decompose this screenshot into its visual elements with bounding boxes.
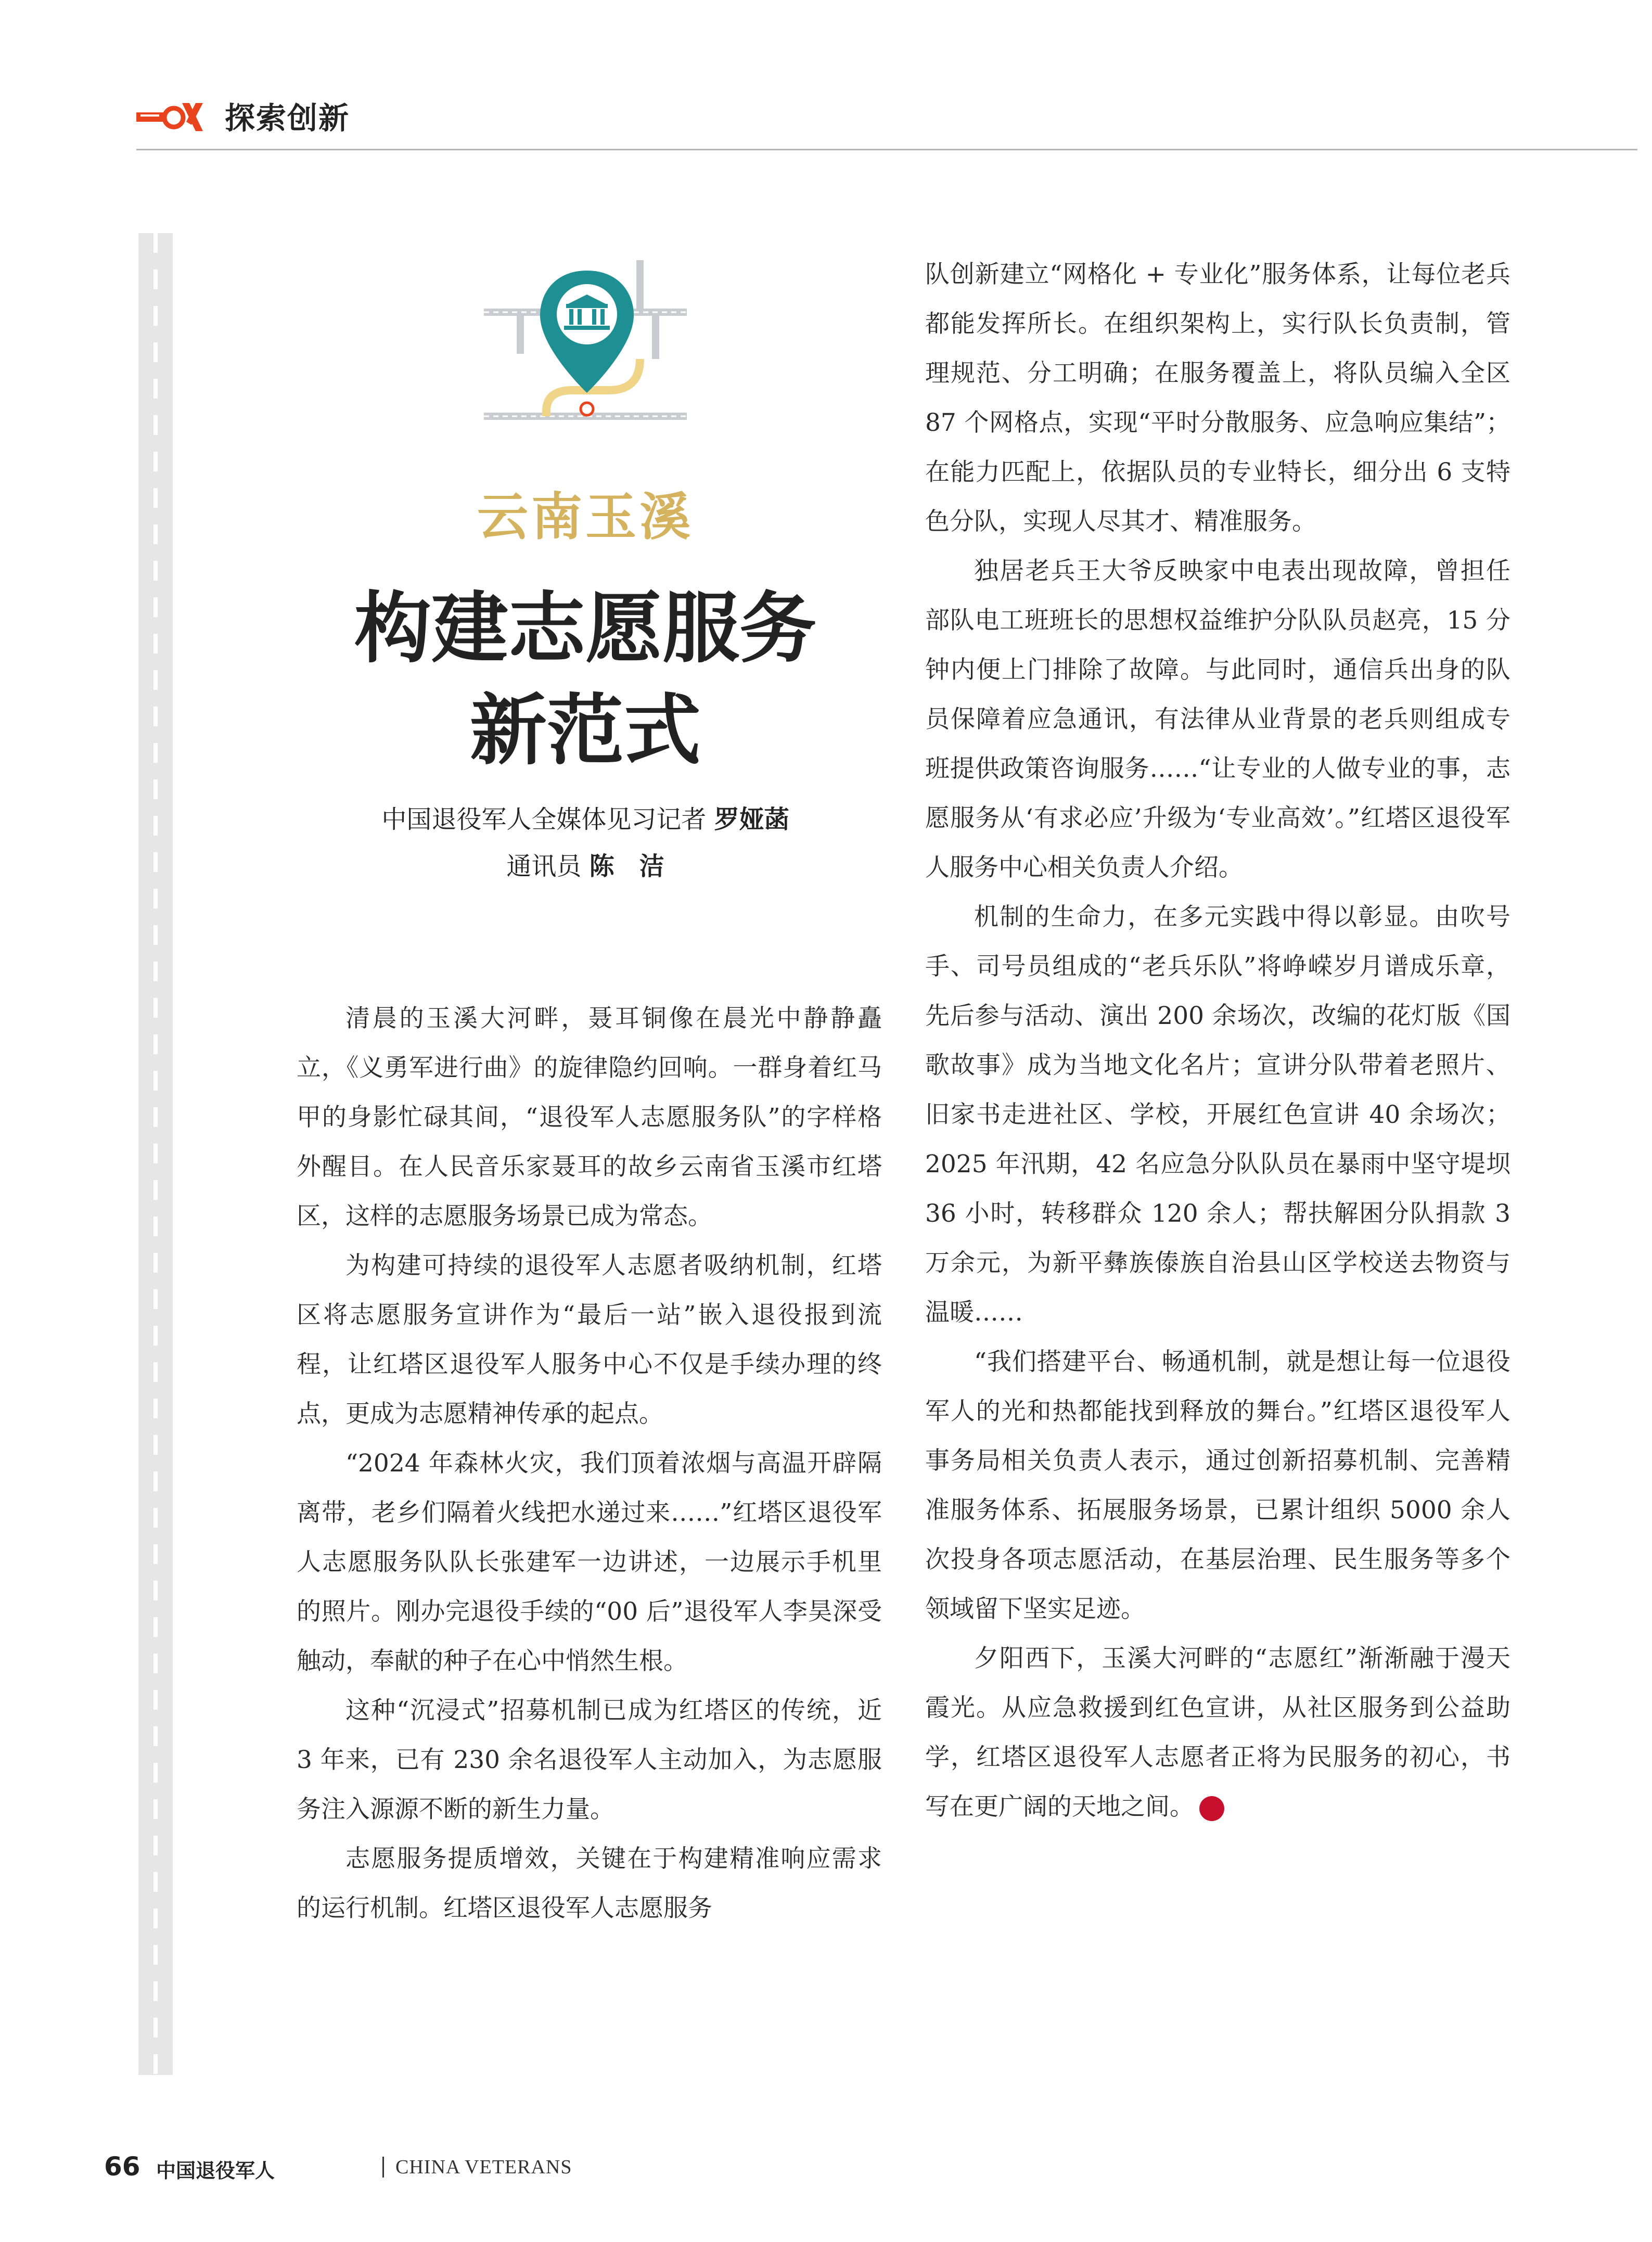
paragraph: 志愿服务提质增效，关键在于构建精准响应需求的运行机制。红塔区退役军人志愿服务 [297,1844,882,1923]
magazine-name: 中国退役军人 [156,2159,275,2182]
section-title: 探索创新 [225,100,350,136]
place-label: 云南玉溪 [477,488,694,547]
byline [271,796,900,890]
magazine-name-english: CHINA VETERANS [395,2156,572,2178]
section-logo-icon [136,99,204,135]
header-divider [136,149,1637,150]
article-column-left [297,994,882,1933]
paragraph: 清晨的玉溪大河畔，聂耳铜像在晨光中静静矗立，《义勇军进行曲》的旋律隐约回响。一群身着红马甲的身影忙碌其间，“退役军人志愿服务队”的字样格外醒目。在人民音乐家聂耳的故乡云南省玉溪市红塔区，这样的志愿服务场景已成为常态。 [297,1004,882,1231]
title-line-1: 构建志愿服务 [354,584,816,673]
byline-correspondent: 通讯员 陈 洁 [506,852,664,881]
page-header [136,88,1645,140]
footer-separator [382,2157,384,2177]
location-pin-icon [484,260,687,432]
paragraph: “2024 年森林火灾，我们顶着浓烟与高温开辟隔离带，老乡们隔着火线把水递过来……”红塔区退役军人志愿服务队队长张建军一边讲述，一边展示手机里的照片。刚办完退役手续的“00 后”退役军人李昊深受触动，奉献的种子在心中悄然生根。 [297,1449,882,1675]
article-column-right [925,250,1510,1831]
page-footer [104,2151,728,2188]
paragraph-last: 夕阳西下，玉溪大河畔的“志愿红”渐渐融于漫天霞光。从应急救援到红色宣讲，从社区服务到公益助学，红塔区退役军人志愿者正将为民服务的初心，书写在更广阔的天地之间。 V [925,1644,1510,1821]
page-number: 66 [104,2151,140,2182]
road-decoration [138,233,173,2075]
end-mark-icon: V [1199,1796,1224,1821]
title-line-2: 新范式 [470,686,701,775]
byline-reporter: 中国退役军人全媒体见习记者 罗娅菡 [381,805,789,834]
paragraph: 机制的生命力，在多元实践中得以彰显。由吹号手、司号员组成的“老兵乐队”将峥嵘岁月谱成乐章，先后参与活动、演出 200 余场次，改编的花灯版《国歌故事》成为当地文化名片；宣讲分队带着老照片、旧家书走进社区、学校，开展红色宣讲 40 余场次；2025 年汛期，42 名应急分队队员在暴雨中坚守堤坝 36 小时，转移群众 120 余人；帮扶解困分队捐款 3 万余元，为新平彝族傣族自治县山区学校送去物资与温暖…… [925,903,1510,1327]
paragraph: 独居老兵王大爷反映家中电表出现故障，曾担任部队电工班班长的思想权益维护分队队员赵亮，15 分钟内便上门排除了故障。与此同时，通信兵出身的队员保障着应急通讯，有法律从业背景的老兵则组成专班提供政策咨询服务……“让专业的人做专业的事，志愿服务从‘有求必应’升级为‘专业高效’。”红塔区退役军人服务中心相关负责人介绍。 [925,557,1510,882]
paragraph: 这种“沉浸式”招募机制已成为红塔区的传统，近 3 年来，已有 230 余名退役军人主动加入，为志愿服务注入源源不断的新生力量。 [297,1696,882,1824]
paragraph: “我们搭建平台、畅通机制，就是想让每一位退役军人的光和热都能找到释放的舞台。”红塔区退役军人事务局相关负责人表示，通过创新招募机制、完善精准服务体系、拓展服务场景，已累计组织 5000 余人次投身各项志愿活动，在基层治理、民生服务等多个领域留下坚实足迹。 [925,1348,1510,1623]
paragraph: 为构建可持续的退役军人志愿者吸纳机制，红塔区将志愿服务宣讲作为“最后一站”嵌入退役报到流程，让红塔区退役军人服务中心不仅是手续办理的终点，更成为志愿精神传承的起点。 [297,1251,882,1428]
article-title [271,578,900,782]
paragraph-continued: 队创新建立“网格化 + 专业化”服务体系，让每位老兵都能发挥所长。在组织架构上，实行队长负责制，管理规范、分工明确；在服务覆盖上，将队员编入全区 87 个网格点，实现“平时分散服务、应急响应集结”；在能力匹配上，依据队员的专业特长，细分出 6 支特色分队，实现人尽其才、精准服务。 [925,260,1510,536]
